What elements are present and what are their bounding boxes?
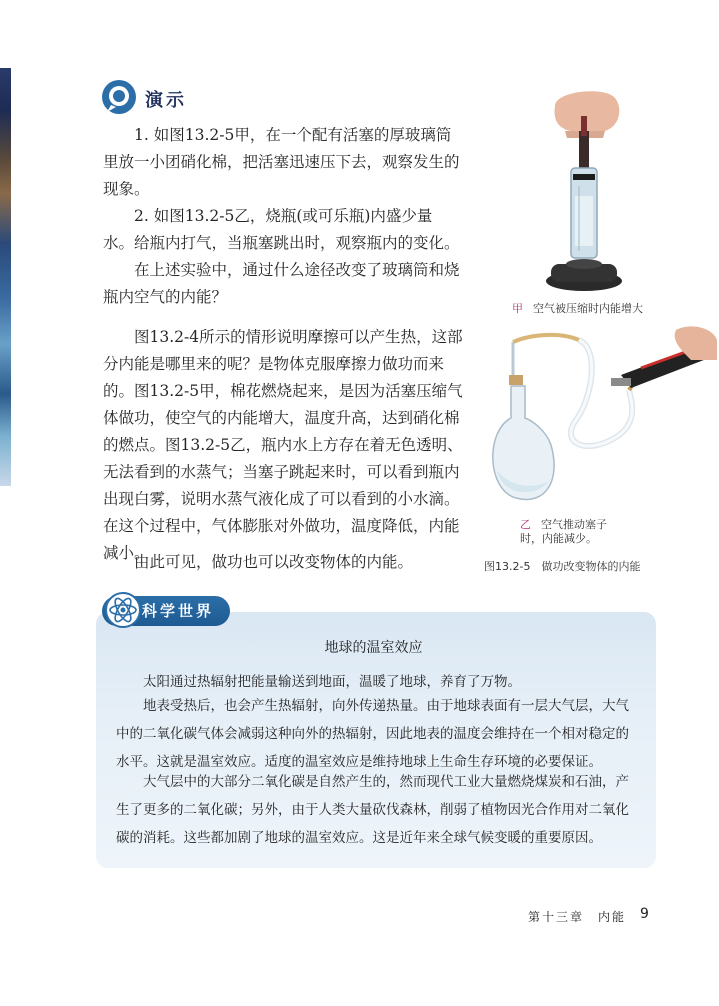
figure-jia-text: 空气被压缩时内能增大 [533, 302, 643, 315]
demo-item-1: 1. 如图13.2-5甲，在一个配有活塞的厚玻璃筒里放一小团硝化棉，把活塞迅速压下去，观察发生的现象。 [103, 126, 460, 198]
atom-icon [105, 592, 141, 628]
science-world-tab-label: 科学世界 [142, 602, 215, 620]
science-world-heading: 地球的温室效应 [324, 640, 423, 656]
figure-jia-mark: 甲 [512, 302, 523, 315]
figure-caption: 图13.2-5 做功改变物体的内能 [484, 560, 641, 573]
footer-chapter: 第十三章 内能 [528, 910, 627, 924]
figure-yi-mark: 乙 [520, 518, 531, 531]
demo-title: 演示 [145, 90, 187, 111]
page-number: 9 [640, 906, 649, 922]
speech-bubble-icon [101, 79, 137, 115]
figure-jia-caption [512, 300, 643, 316]
science-world-paragraph-2: 地表受热后，也会产生热辐射，向外传递热量。由于地球表面有一层大气层，大气中的二氧化碳气体会减弱这种向外的热辐射，因此地表的温度会维持在一个相对稳定的水平。这就是温室效应。适度的温室效应是维持地球上生命生存环境的必要保证。 [116, 698, 629, 770]
figure-yi-line1: 空气推动塞子 [541, 518, 607, 531]
figure-yi-caption [520, 518, 650, 546]
compression-apparatus-photo [535, 86, 635, 296]
flask-pump-photo [491, 320, 719, 516]
body-paragraph: 图13.2-4所示的情形说明摩擦可以产生热，这部分内能是哪里来的呢？是物体克服摩擦力做功而来的。图13.2-5甲，棉花燃烧起来，是因为活塞压缩气体做功，使空气的内能增大，温度升高，达到硝化棉的燃点。图13.2-5乙，瓶内水上方存在着无色透明、无法看到的水蒸气；当塞子跳起来时，可以看到瓶内出现白雾，说明水蒸气液化成了可以看到的小水滴。在这个过程中，气体膨胀对外做功，温度降低，内能减小。 [103, 328, 463, 562]
body-conclusion: 由此可见，做功也可以改变物体的内能。 [134, 553, 414, 571]
figure-yi-line2: 时，内能减少。 [520, 532, 597, 545]
demo-item-2: 2. 如图13.2-5乙，烧瓶(或可乐瓶)内盛少量水。给瓶内打气，当瓶塞跳出时，观察瓶内的变化。 [103, 207, 460, 252]
science-world-paragraph-1: 太阳通过热辐射把能量输送到地面，温暖了地球，养育了万物。 [143, 674, 521, 690]
demo-question: 在上述实验中，通过什么途径改变了玻璃筒和烧瓶内空气的内能？ [103, 261, 460, 306]
side-photo-strip [0, 68, 11, 486]
science-world-paragraph-3: 大气层中的大部分二氧化碳是自然产生的，然而现代工业大量燃烧煤炭和石油，产生了更多的二氧化碳；另外，由于人类大量砍伐森林，削弱了植物因光合作用对二氧化碳的消耗。这些都加剧了地球的温室效应。这是近年来全球气候变暖的重要原因。 [116, 774, 629, 846]
